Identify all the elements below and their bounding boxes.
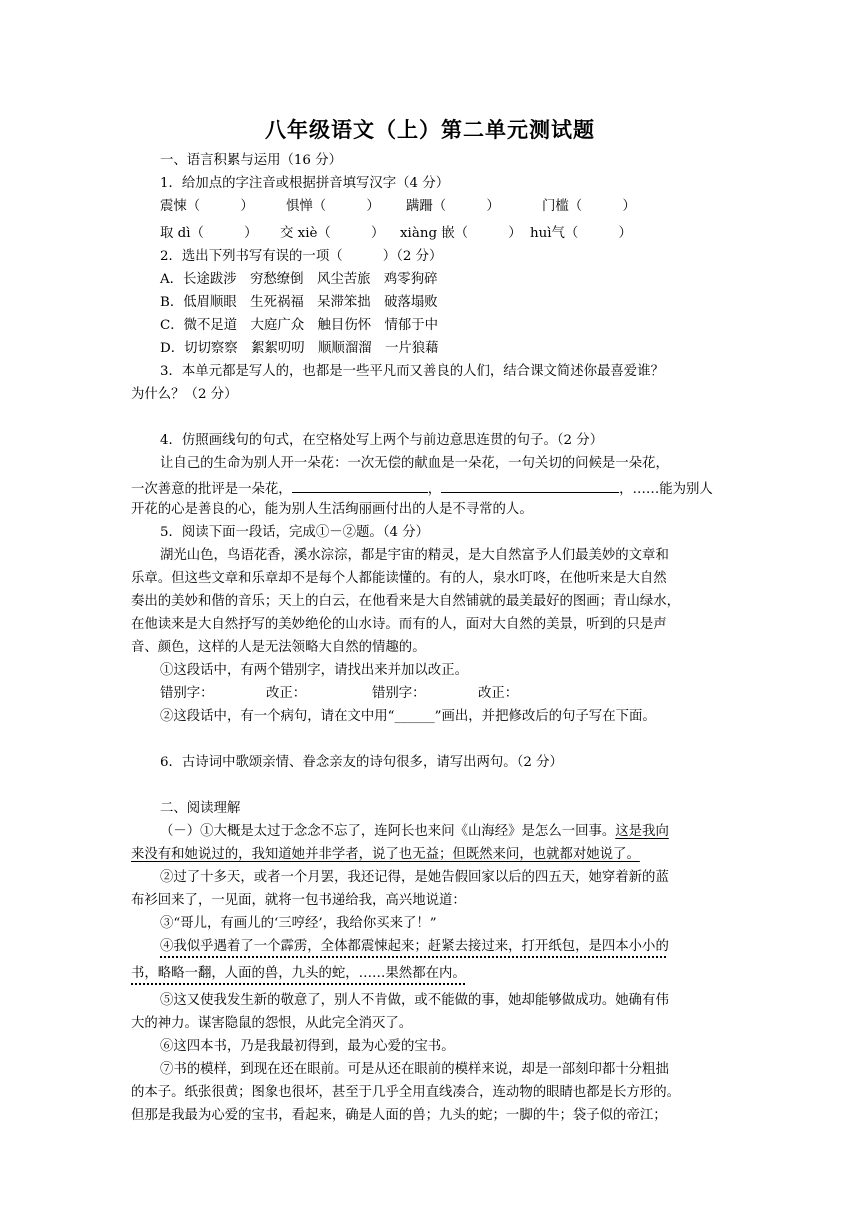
question-1-row-1 <box>160 198 720 216</box>
q5-passage-line: 音、颜色，这样的人是无法领略大自然的情趣的。 <box>131 640 426 655</box>
question-1-row-2 <box>160 225 720 243</box>
question-3-cont: 为什么？（2 分） <box>131 387 238 402</box>
q1-item: huì气（ ） <box>530 226 632 241</box>
q4-answer-blank-2[interactable] <box>441 478 619 493</box>
question-2: 2．选出下列书写有误的一项（ ）（2 分） <box>160 249 443 264</box>
q1-item: xiàng 嵌（ ） <box>400 226 522 241</box>
question-4-text-2: 一次善意的批评是一朵花， ， ，……能为别人 <box>131 478 713 499</box>
reading-text: （－）①大概是太过于念念不忘了，连阿长也来问《山海经》是怎么一回事。 <box>160 824 616 839</box>
question-4: 4．仿照画线句的句式，在空格处写上两个与前边意思连贯的句子。（2 分） <box>160 433 604 448</box>
question-1: 1．给加点的字注音或根据拼音填写汉字（4 分） <box>160 176 450 191</box>
q1-item: 震悚（ ） <box>160 199 254 214</box>
q1-item: 取 dì（ ） <box>160 226 258 241</box>
q1-item: 交 xiè（ ） <box>280 226 385 241</box>
reading-para-4-cont: 书，略略一翻，人面的兽，九头的蛇，……果然都在内。 <box>131 966 466 981</box>
q5-passage-line: 在他读来是大自然抒写的美妙绝伦的山水诗。而有的人，面对大自然的美景，听到的只是声 <box>131 617 667 632</box>
reading-para-1 <box>160 823 669 841</box>
wrong-char-label: 错别字： <box>160 686 214 701</box>
section-1-heading: 一、语言积累与运用（16 分） <box>160 153 342 168</box>
q1-item: 惧惮（ ） <box>286 199 380 214</box>
q5-passage-line: 湖光山色，鸟语花香，溪水淙淙，都是宇宙的精灵，是大自然富予人们最美妙的文章和 <box>160 548 669 563</box>
reading-para-3: ③“哥儿，有画儿的‘三哼经’，我给你买来了！” <box>160 916 437 931</box>
q2-option-c: C．微不足道 大庭广众 触目伤怀 情郁于中 <box>160 318 439 333</box>
q4-text: 一次善意的批评是一朵花， <box>131 482 292 497</box>
reading-para-1-cont <box>131 846 640 864</box>
wrong-char-label: 错别字： <box>372 686 426 701</box>
question-5: 5．阅读下面一段话，完成①－②题。（4 分） <box>160 525 430 540</box>
reading-para-5-cont: 大的神力。谋害隐鼠的怨恨，从此完全消灭了。 <box>131 1016 413 1031</box>
reading-para-6: ⑥这四本书，乃是我最初得到，最为心爱的宝书。 <box>160 1039 455 1054</box>
reading-para-7-cont: 的本子。纸张很黄；图象也很坏，甚至于几乎全用直线凑合，连动物的眼睛也都是长方形的。 <box>131 1085 681 1100</box>
q5-answer-labels <box>160 685 720 703</box>
question-4-text: 让自己的生命为别人开一朵花：一次无偿的献血是一朵花，一句关切的问候是一朵花， <box>160 456 669 471</box>
q1-item: 蹒跚（ ） <box>406 199 500 214</box>
underlined-sentence: 这是我向 <box>615 824 669 839</box>
correction-label: 改正： <box>266 686 307 701</box>
question-3: 3．本单元都是写人的，也都是一些平凡而又善良的人们，结合课文简述你最喜爱谁？ <box>160 364 664 379</box>
q2-option-b: B．低眉顺眼 生死祸福 呆滞笨拙 破落塌败 <box>160 295 438 310</box>
q4-text: ，……能为别人 <box>619 482 713 497</box>
q2-option-d: D．切切察察 絮絮叨叨 顺顺溜溜 一片狼藉 <box>160 341 439 356</box>
reading-para-2: ②过了十多天，或者一个月罢，我还记得，是她告假回家以后的四五天，她穿着新的蓝 <box>160 870 669 885</box>
reading-para-7-cont-2: 但那是我最为心爱的宝书，看起来，确是人面的兽；九头的蛇；一脚的牛；袋子似的帝江； <box>131 1108 667 1123</box>
page-title: 八年级语文（上）第二单元测试题 <box>265 117 595 142</box>
reading-para-7: ⑦书的模样，到现在还在眼前。可是从还在眼前的模样来说，却是一部刻印都十分粗拙 <box>160 1062 669 1077</box>
underlined-sentence: 来没有和她说过的，我知道她并非学者，说了也无益；但既然来问，也就都对她说了。 <box>131 847 640 862</box>
q5-passage-line: 奏出的美妙和偕的音乐；天上的白云，在他看来是大自然铺就的最美最好的图画；青山绿水， <box>131 594 681 609</box>
q2-option-a: A．长途跋涉 穷愁缭倒 风尘苦旅 鸡零狗碎 <box>160 272 438 287</box>
reading-para-5: ⑤这又使我发生新的敬意了，别人不肯做，或不能做的事，她却能够做成功。她确有伟 <box>160 993 669 1008</box>
q5-sub-2: ②这段话中，有一个病句，请在文中用“______”画出，并把修改后的句子写在下面。 <box>160 709 656 724</box>
correction-label: 改正： <box>478 686 519 701</box>
question-4-text-3: 开花的心是善良的心，能为别人生活绚丽画付出的人是不寻常的人。 <box>131 502 533 517</box>
q5-sub-1: ①这段话中，有两个错别字，请找出来并加以改正。 <box>160 663 468 678</box>
q4-answer-blank-1[interactable] <box>292 478 428 493</box>
reading-para-2-cont: 布衫回来了，一见面，就将一包书递给我，高兴地说道： <box>131 893 466 908</box>
q5-passage-line: 乐章。但这些文章和乐章却不是每个人都能读懂的。有的人，泉水叮咚，在他听来是大自然 <box>131 571 667 586</box>
q1-item: 门槛（ ） <box>542 199 636 214</box>
question-6: 6．古诗词中歌颂亲情、眷念亲友的诗句很多，请写出两句。（2 分） <box>160 755 563 770</box>
reading-para-4: ④我似乎遇着了一个霹雳，全体都震悚起来；赶紧去接过来，打开纸包，是四本小小的 <box>160 939 669 954</box>
section-2-heading: 二、阅读理解 <box>160 801 241 816</box>
